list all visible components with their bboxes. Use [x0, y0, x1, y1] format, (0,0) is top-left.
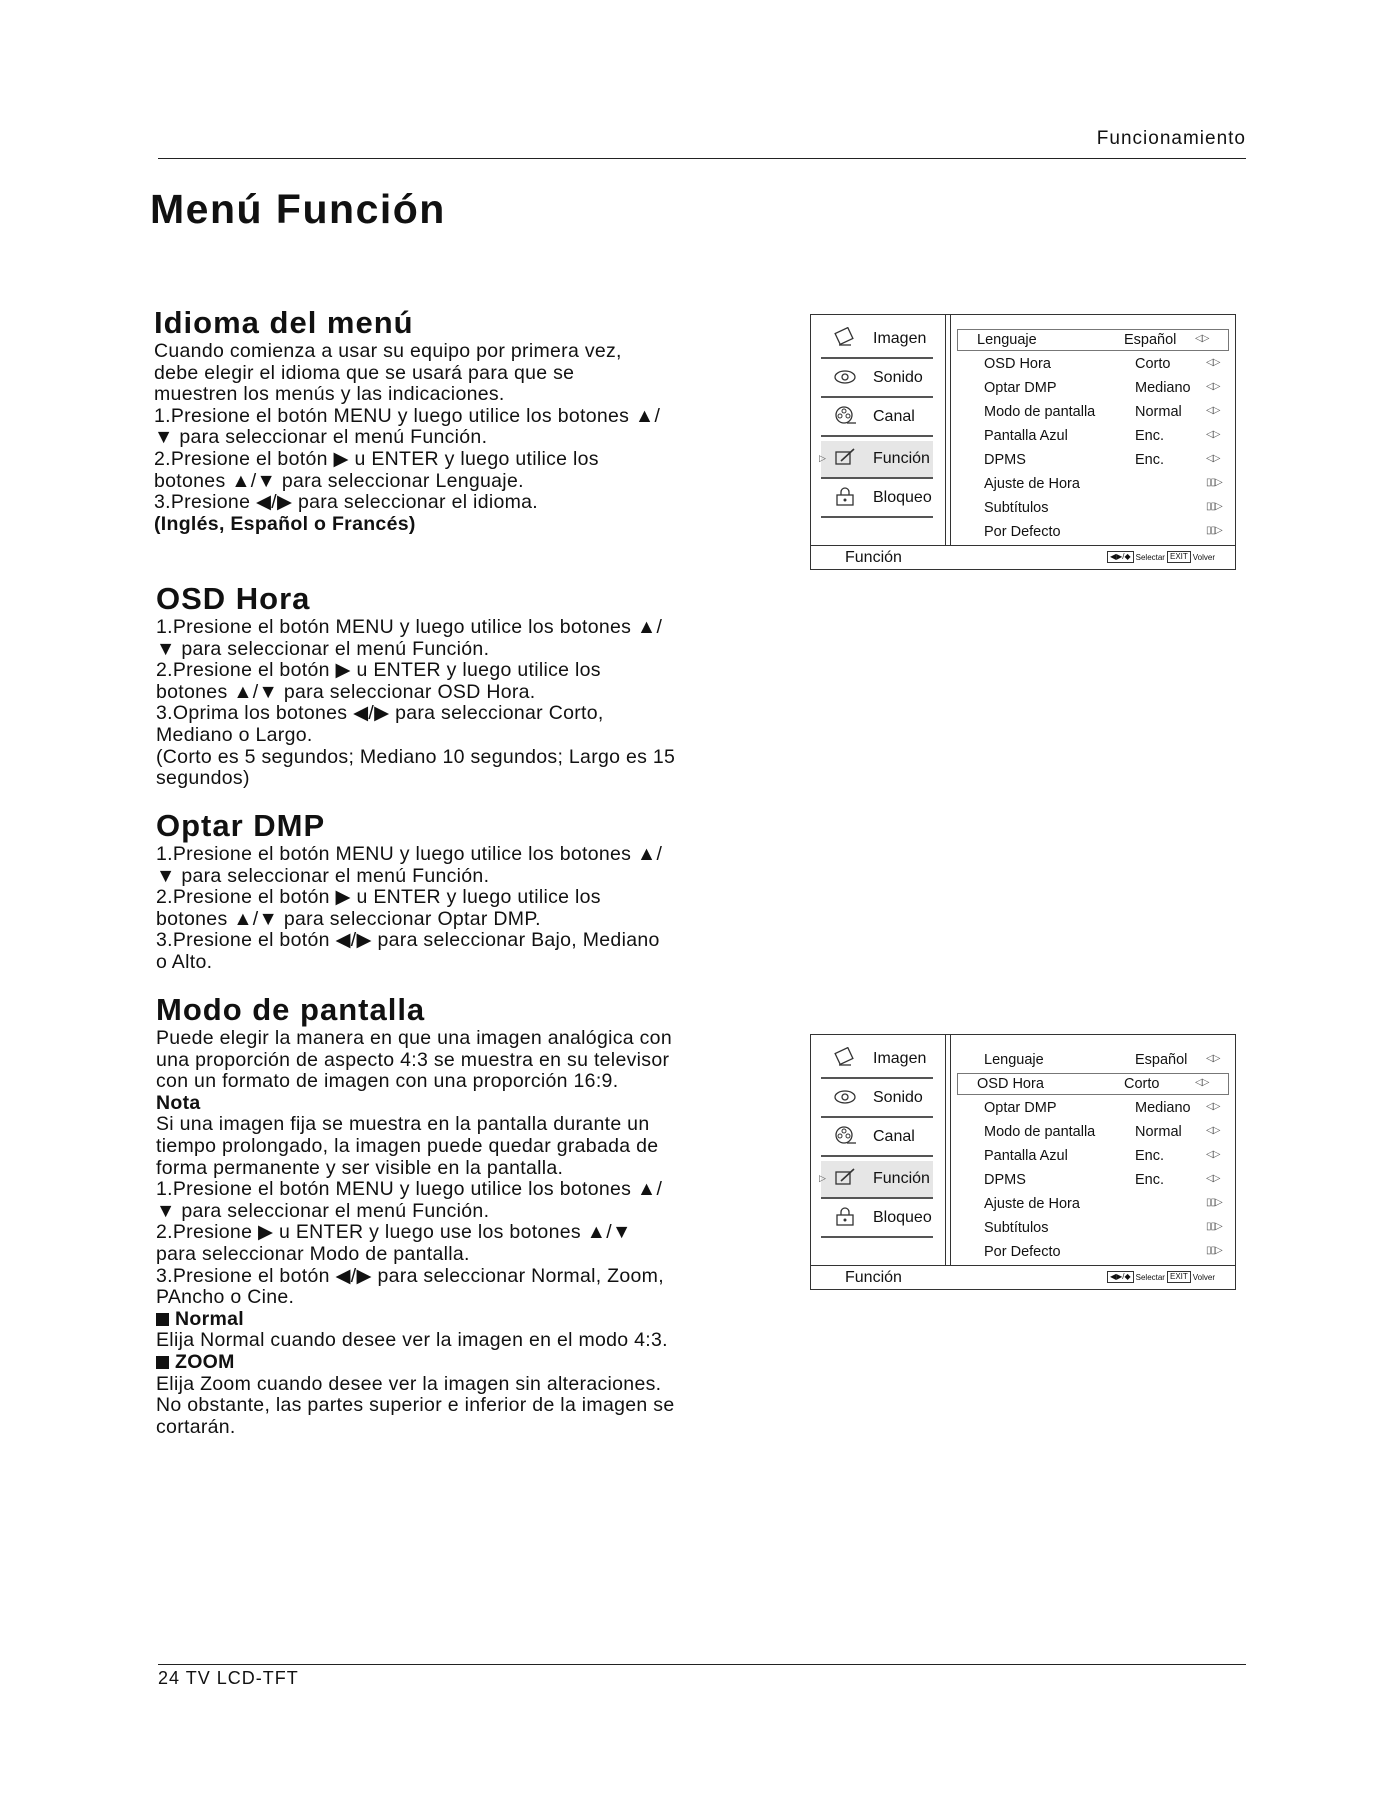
adjust-arrow-icon: ◁▷ [1206, 1149, 1220, 1160]
page-header-section: Funcionamiento [1096, 128, 1246, 149]
osd-sidebar-label: Sonido [873, 1089, 923, 1106]
adjust-arrow-icon: ▯▯▷ [1206, 1221, 1222, 1232]
osd-row-value: Normal [1135, 1124, 1182, 1140]
osd-row-value: Enc. [1135, 428, 1165, 444]
osd-row-value: Enc. [1135, 1148, 1165, 1164]
osd-sidebar-item[interactable] [821, 441, 933, 479]
speaker-icon [833, 1086, 857, 1108]
osd-row-value: Mediano [1135, 1100, 1191, 1116]
adjust-arrow-icon: ▯▯▷ [1206, 1197, 1222, 1208]
step-3: 3.Presione el botón ◀/▶ para seleccionar Bajo, Mediano o Alto. [156, 929, 660, 973]
normal-text: Elija Normal cuando desee ver la imagen en el modo 4:3. [156, 1329, 668, 1352]
section-heading: Idioma del menú [154, 305, 414, 340]
step-3: 3.Oprima los botones ◀/▶ para seleccionar Corto, Mediano o Largo. [156, 702, 604, 746]
osd-menu-row[interactable] [963, 1145, 1229, 1167]
osd-menu-row[interactable] [963, 449, 1229, 471]
channel-reel-icon [833, 1125, 857, 1147]
adjust-arrow-icon: ◁▷ [1206, 1101, 1220, 1112]
osd-row-name: Modo de pantalla [984, 404, 1096, 420]
osd-footer [811, 1265, 1235, 1290]
osd-sidebar-label: Canal [873, 1128, 915, 1145]
step-2: 2.Presione el botón ▶ u ENTER y luego utilice los botones ▲/▼ para seleccionar OSD Hora. [156, 659, 601, 703]
step-1: 1.Presione el botón MENU y luego utilice los botones ▲/▼ para seleccionar el menú Función. [156, 616, 663, 660]
osd-menu-lenguaje [810, 314, 1236, 570]
osd-row-value: Corto [1124, 1076, 1160, 1092]
footer-rule [158, 1664, 1246, 1665]
adjust-arrow-icon: ◁▷ [1206, 429, 1220, 440]
osd-row-value: Enc. [1135, 1172, 1165, 1188]
step-2: 2.Presione ▶ u ENTER y luego use los botones ▲/▼ para seleccionar Modo de pantalla. [156, 1221, 632, 1265]
zoom-label: ZOOM [175, 1350, 235, 1373]
osd-row-name: Modo de pantalla [984, 1124, 1096, 1140]
adjust-arrow-icon: ◁▷ [1206, 1053, 1220, 1064]
osd-sidebar-item[interactable] [821, 1119, 933, 1157]
osd-row-value: Mediano [1135, 380, 1191, 396]
nav-keys-icon: ◀▶/◆ [1107, 1271, 1134, 1283]
osd-divider [945, 315, 951, 545]
adjust-arrow-icon: ▯▯▷ [1206, 1245, 1222, 1256]
pointer-icon: ▷ [819, 1173, 826, 1183]
osd-help [1107, 1271, 1215, 1283]
osd-row-value: Corto [1135, 356, 1171, 372]
help-select: Selectar [1135, 1272, 1165, 1282]
osd-menu-row[interactable] [963, 1097, 1229, 1119]
osd-sidebar-label: Canal [873, 408, 915, 425]
osd-sidebar-label: Imagen [873, 330, 927, 347]
osd-row-name: DPMS [984, 1172, 1026, 1188]
channel-reel-icon [833, 405, 857, 427]
osd-row-name: Lenguaje [977, 332, 1037, 348]
osd-sidebar-item[interactable] [821, 1041, 933, 1079]
adjust-arrow-icon: ◁▷ [1195, 333, 1209, 344]
step-2: 2.Presione el botón ▶ u ENTER y luego utilice los botones ▲/▼ para seleccionar Lenguaje. [154, 447, 599, 492]
osd-sidebar-item[interactable] [821, 399, 933, 437]
adjust-arrow-icon: ◁▷ [1195, 1077, 1209, 1088]
help-select: Selectar [1135, 552, 1165, 562]
zoom-text: Elija Zoom cuando desee ver la imagen sin alteraciones. No obstante, las partes superior e inferior de la imagen se cortarán. [156, 1372, 675, 1438]
language-options: (Inglés, Español o Francés) [154, 512, 416, 535]
osd-row-value: Enc. [1135, 452, 1165, 468]
osd-row-name: Por Defecto [984, 1244, 1061, 1260]
step-3: 3.Presione ◀/▶ para seleccionar el idioma. [154, 491, 539, 514]
osd-menu-row[interactable] [957, 329, 1229, 351]
osd-menu-row[interactable] [963, 401, 1229, 423]
section-body [156, 844, 676, 974]
normal-label: Normal [175, 1307, 244, 1330]
adjust-arrow-icon: ◁▷ [1206, 381, 1220, 392]
adjust-arrow-icon: ◁▷ [1206, 405, 1220, 416]
square-bullet-icon [156, 1313, 169, 1326]
note-label: Nota [156, 1091, 201, 1114]
osd-row-name: Pantalla Azul [984, 428, 1068, 444]
osd-row-name: OSD Hora [977, 1076, 1044, 1092]
osd-row-value: Normal [1135, 404, 1182, 420]
adjust-arrow-icon: ◁▷ [1206, 453, 1220, 464]
adjust-arrow-icon: ▯▯▷ [1206, 477, 1222, 488]
osd-row-name: Optar DMP [984, 1100, 1057, 1116]
picture-icon [833, 1047, 857, 1069]
osd-menu-row[interactable] [963, 1049, 1229, 1071]
step-3: 3.Presione el botón ◀/▶ para seleccionar Normal, Zoom, PAncho o Cine. [156, 1264, 664, 1309]
step-1: 1.Presione el botón MENU y luego utilice los botones ▲/▼ para seleccionar el menú Función. [156, 843, 663, 887]
osd-row-name: Por Defecto [984, 524, 1061, 540]
osd-sidebar-label: Imagen [873, 1050, 927, 1067]
osd-menu-row[interactable] [963, 377, 1229, 399]
osd-sidebar-item[interactable] [821, 1161, 933, 1199]
picture-icon [833, 327, 857, 349]
exit-key: EXIT [1167, 551, 1191, 563]
osd-menu-row[interactable] [963, 353, 1229, 375]
osd-row-name: DPMS [984, 452, 1026, 468]
step-2: 2.Presione el botón ▶ u ENTER y luego utilice los botones ▲/▼ para seleccionar Optar DMP. [156, 886, 601, 930]
adjust-arrow-icon: ◁▷ [1206, 357, 1220, 368]
intro-text: Puede elegir la manera en que una imagen analógica con una proporción de aspecto 4:3 se muestra en su televisor con un formato de imagen con una proporción 16:9. [156, 1027, 672, 1093]
osd-menu-row[interactable] [963, 497, 1229, 519]
function-pen-icon [833, 1167, 857, 1189]
section-modo-pantalla [156, 992, 676, 1438]
adjust-arrow-icon: ▯▯▷ [1206, 501, 1222, 512]
pointer-icon: ▷ [819, 453, 826, 463]
speaker-icon [833, 366, 857, 388]
note-text: Si una imagen fija se muestra en la pantalla durante un tiempo prolongado, la imagen puede quedar grabada de forma permanente y ser visible en la pantalla. [156, 1113, 659, 1179]
osd-menu-row[interactable] [963, 1241, 1229, 1263]
osd-row-name: Pantalla Azul [984, 1148, 1068, 1164]
adjust-arrow-icon: ◁▷ [1206, 1125, 1220, 1136]
section-optar-dmp [156, 808, 676, 974]
osd-menu-row[interactable] [963, 1169, 1229, 1191]
help-back: Volver [1192, 552, 1215, 562]
nav-keys-icon: ◀▶/◆ [1107, 551, 1134, 563]
step-1: 1.Presione el botón MENU y luego utilice los botones ▲/▼ para seleccionar el menú Función. [154, 404, 661, 449]
osd-menu-row[interactable] [963, 473, 1229, 495]
osd-footer-title: Función [845, 1269, 902, 1286]
osd-sidebar-item[interactable] [821, 321, 933, 359]
osd-row-name: Optar DMP [984, 380, 1057, 396]
section-idioma [154, 305, 674, 535]
section-osd-hora [156, 581, 676, 790]
header-rule [158, 158, 1246, 159]
osd-help [1107, 551, 1215, 563]
osd-row-name: Ajuste de Hora [984, 1196, 1080, 1212]
adjust-arrow-icon: ▯▯▷ [1206, 525, 1222, 536]
osd-sidebar-item[interactable] [821, 360, 933, 398]
osd-sidebar-item[interactable] [821, 1080, 933, 1118]
osd-row-name: OSD Hora [984, 356, 1051, 372]
adjust-arrow-icon: ◁▷ [1206, 1173, 1220, 1184]
section-body [156, 1028, 676, 1438]
osd-footer-title: Función [845, 549, 902, 566]
function-pen-icon [833, 447, 857, 469]
osd-sidebar-item[interactable] [821, 480, 933, 518]
osd-row-name: Subtítulos [984, 500, 1049, 516]
osd-footer [811, 545, 1235, 570]
square-bullet-icon [156, 1356, 169, 1369]
osd-row-name: Lenguaje [984, 1052, 1044, 1068]
osd-menu-row[interactable] [963, 1217, 1229, 1239]
section-heading: Modo de pantalla [156, 992, 426, 1027]
osd-sidebar-label: Bloqueo [873, 1209, 932, 1226]
osd-row-value: Español [1135, 1052, 1188, 1068]
osd-note: (Corto es 5 segundos; Mediano 10 segundos; Largo es 15 segundos) [156, 745, 676, 790]
osd-row-name: Subtítulos [984, 1220, 1049, 1236]
osd-row-value: Español [1124, 332, 1177, 348]
page-title: Menú Función [150, 186, 446, 232]
osd-menu-osd-hora [810, 1034, 1236, 1290]
osd-row-name: Ajuste de Hora [984, 476, 1080, 492]
section-heading: Optar DMP [156, 808, 326, 843]
lock-icon [833, 486, 857, 508]
exit-key: EXIT [1167, 1271, 1191, 1283]
section-body: Cuando comienza a usar su equipo por primera vez, debe elegir el idioma que se usará para que se muestren los menús y las indicaciones. 1.Presione el botón MENU y luego utilice los botones ▲/▼ para seleccionar el menú Función. 2.Presione el botón ▶ u ENTER y luego utilice los botones ▲/▼ para seleccionar Lenguaje. 3.Presione ◀/▶ para seleccionar el idioma. (Inglés, Español o Francés) [154, 340, 661, 535]
osd-menu-row[interactable] [963, 425, 1229, 447]
osd-sidebar-item[interactable] [821, 1200, 933, 1238]
osd-sidebar-label: Función [873, 450, 930, 467]
osd-sidebar-label: Bloqueo [873, 489, 932, 506]
help-back: Volver [1192, 1272, 1215, 1282]
osd-menu-row[interactable] [963, 521, 1229, 543]
osd-sidebar-label: Sonido [873, 369, 923, 386]
osd-menu-row[interactable] [957, 1073, 1229, 1095]
lock-icon [833, 1206, 857, 1228]
osd-divider [945, 1035, 951, 1265]
osd-menu-row[interactable] [963, 1193, 1229, 1215]
section-heading: OSD Hora [156, 581, 311, 616]
section-body [156, 617, 676, 790]
page-footer: 24 TV LCD-TFT [158, 1668, 299, 1688]
osd-sidebar-label: Función [873, 1170, 930, 1187]
step-1: 1.Presione el botón MENU y luego utilice los botones ▲/▼ para seleccionar el menú Función. [156, 1178, 663, 1222]
osd-menu-row[interactable] [963, 1121, 1229, 1143]
